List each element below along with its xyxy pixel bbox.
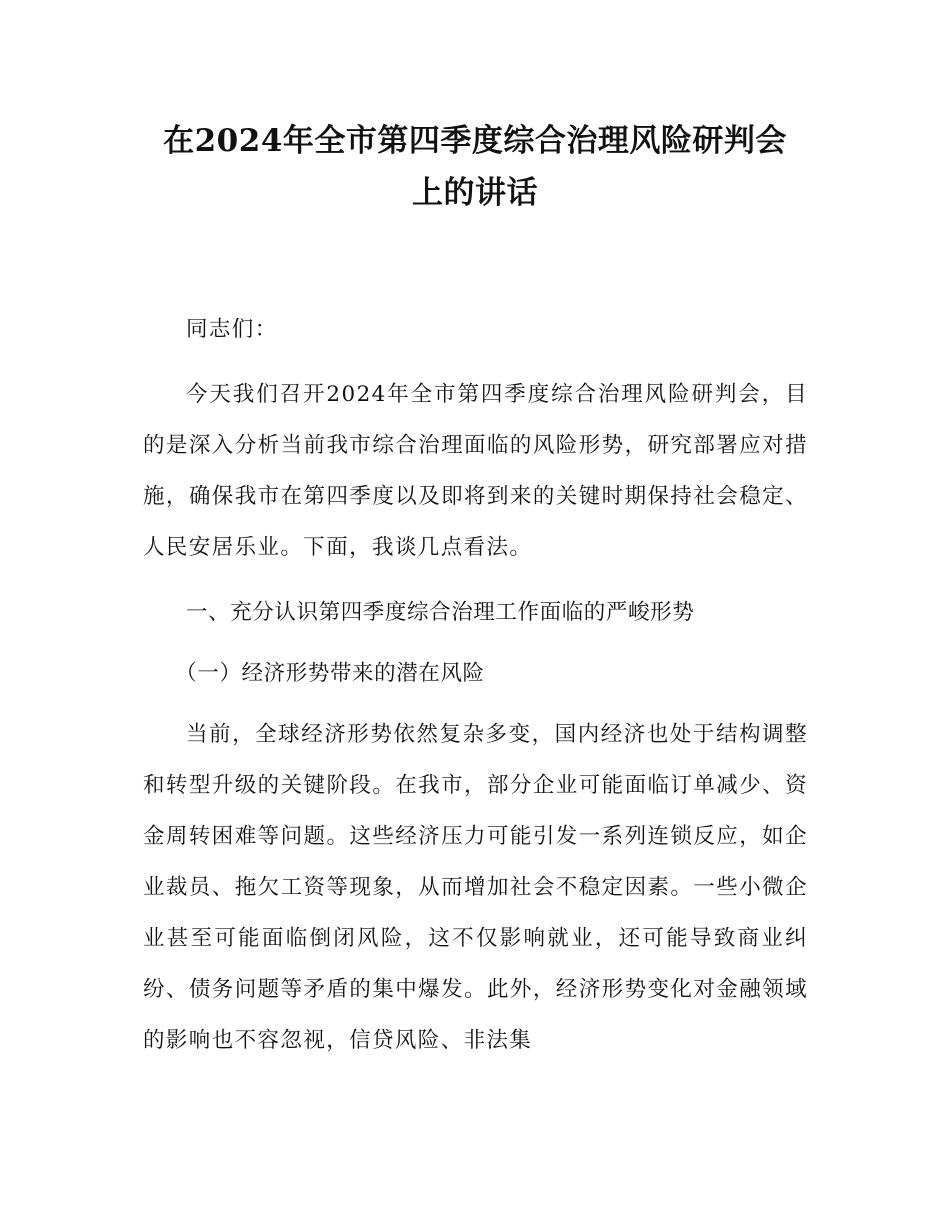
body-paragraph: 当前，全球经济形势依然复杂多变，国内经济也处于结构调整和转型升级的关键阶段。在我市，部分企业可能面临订单减少、资金周转困难等问题。这些经济压力可能引发一系列连锁反应，如企业裁员、拖欠工资等现象，从而增加社会不稳定因素。一些小微企业甚至可能面临倒闭风险，这不仅影响就业，还可能导致商业纠纷、债务问题等矛盾的集中爆发。此外，经济形势变化对金融领域的影响也不容忽视，信贷风险、非法集: [143, 722, 808, 1053]
document-title: [120, 115, 830, 219]
intro-paragraph: 今天我们召开2024年全市第四季度综合治理风险研判会，目的是深入分析当前我市综合治理面临的风险形势，研究部署应对措施，确保我市在第四季度以及即将到来的关键时期保持社会稳定、人民安居乐业。下面，我谈几点看法。: [143, 382, 808, 560]
document-body: [143, 304, 808, 1080]
title-line-1: 在2024年全市第四季度综合治理风险研判会: [163, 123, 787, 159]
salutation: 同志们：: [186, 317, 278, 342]
title-line-2: 上的讲话: [412, 175, 538, 211]
section-heading: 一、充分认识第四季度综合治理工作面临的严峻形势: [186, 600, 695, 625]
subsection-heading: （一）经济形势带来的潜在风险: [175, 661, 485, 686]
